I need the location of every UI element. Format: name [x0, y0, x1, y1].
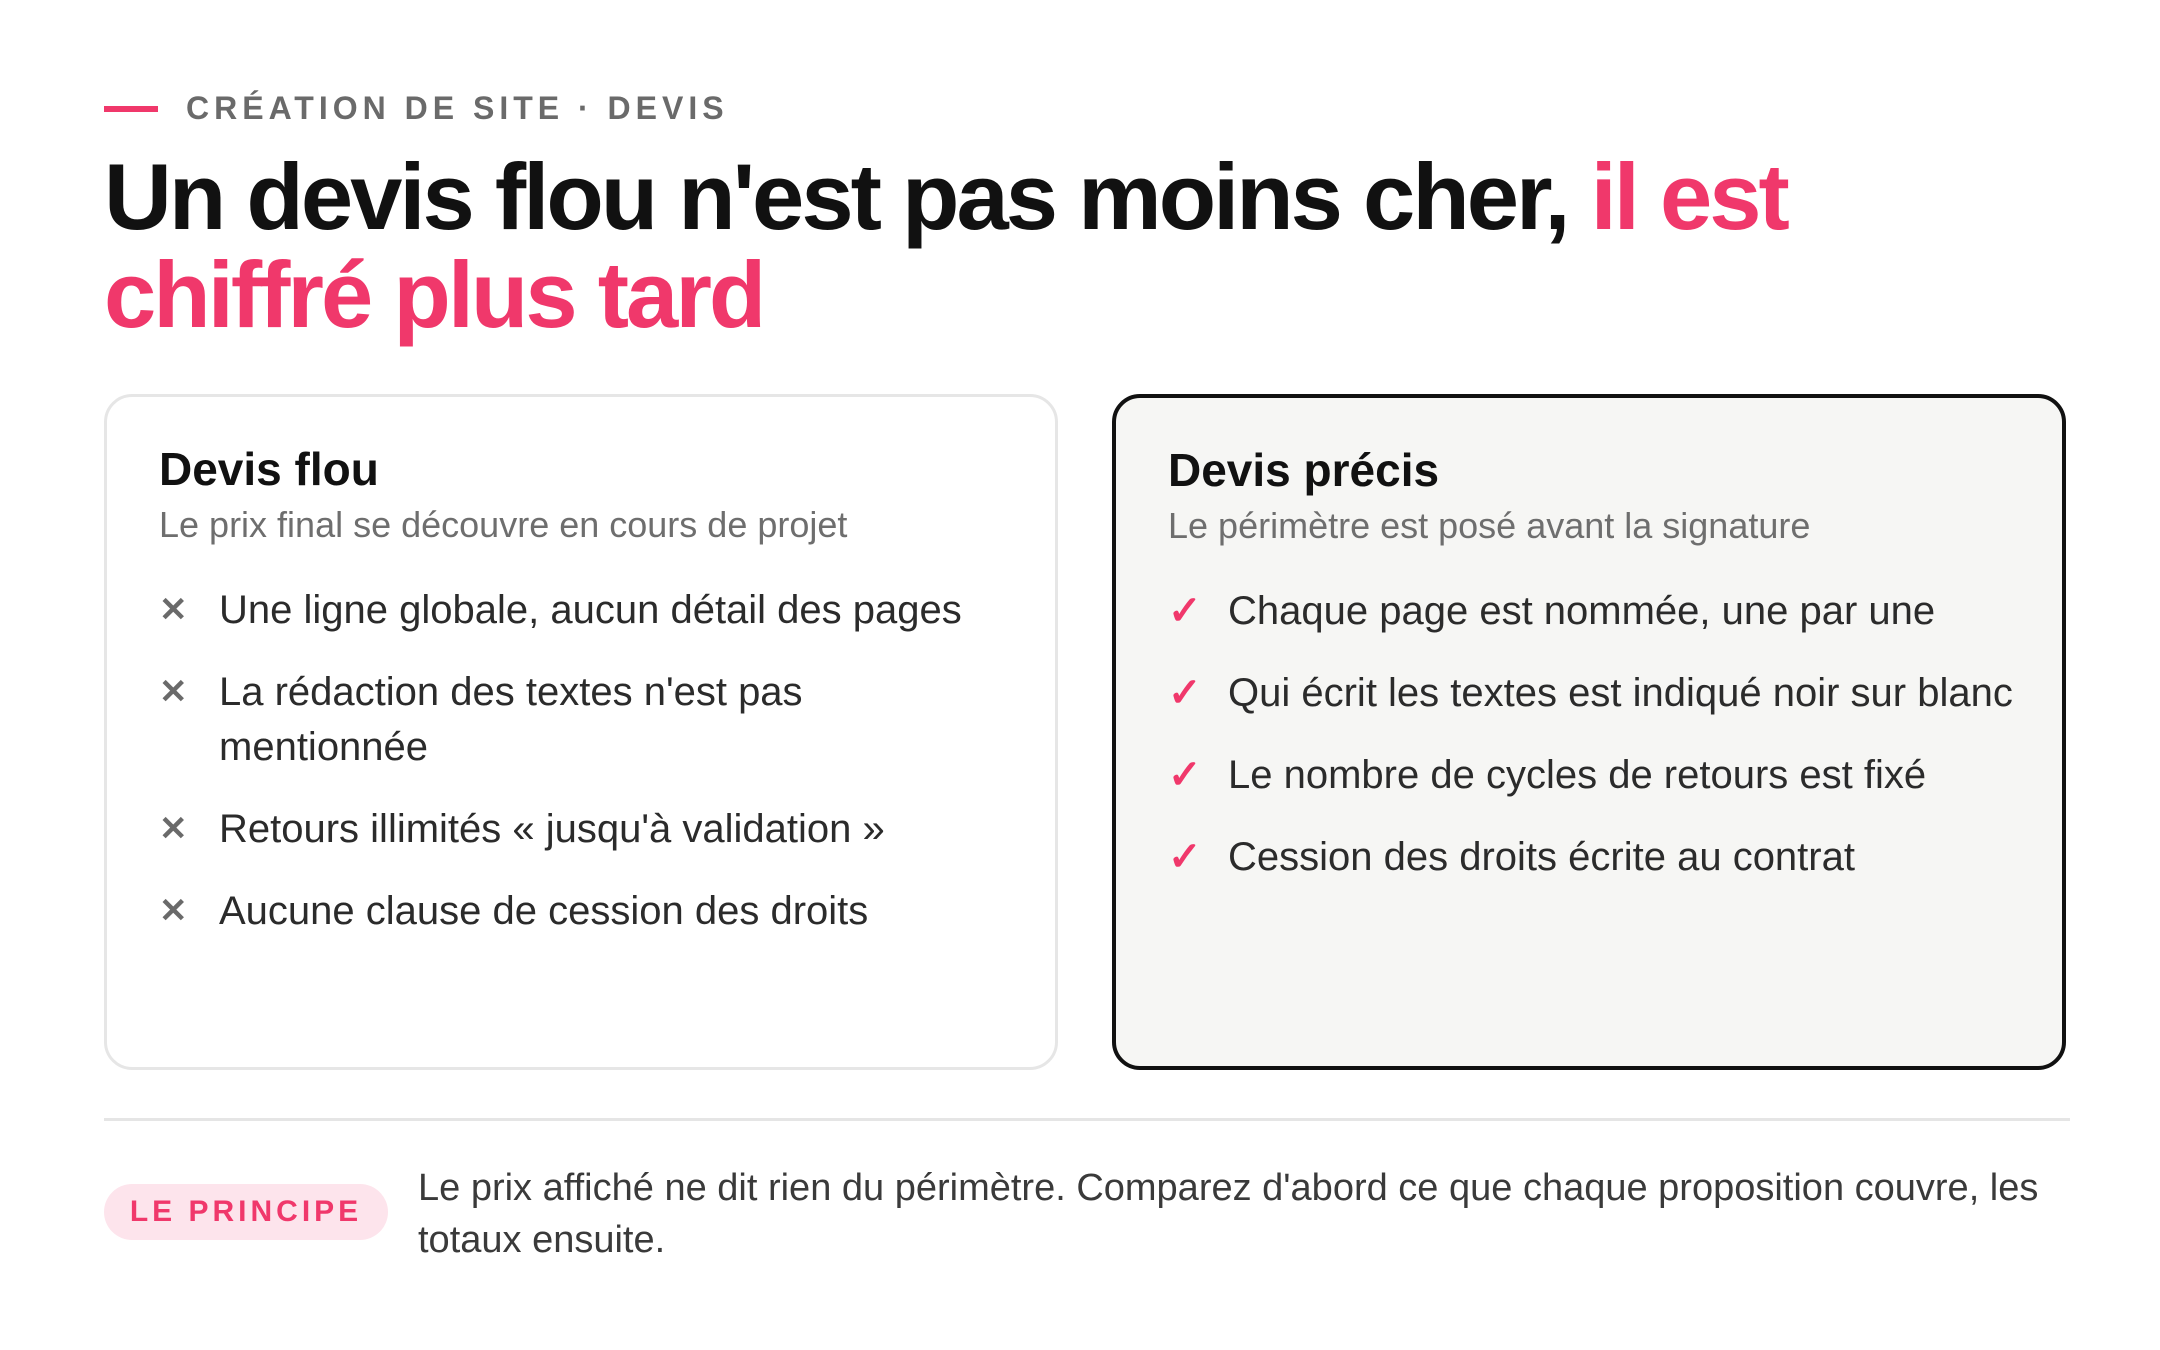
- eyebrow: [104, 90, 729, 127]
- list-item-text: Aucune clause de cession des droits: [219, 889, 869, 933]
- list-item-text: Chaque page est nommée, une par une: [1228, 589, 1936, 633]
- cross-icon: ✕: [159, 810, 188, 848]
- list-item: [159, 583, 1015, 638]
- card-title: Devis flou: [159, 443, 379, 495]
- cons-list: [159, 583, 1015, 939]
- check-icon: ✓: [1168, 589, 1202, 633]
- eyebrow-label: CRÉATION DE SITE · DEVIS: [186, 90, 729, 126]
- cross-icon: ✕: [159, 673, 188, 711]
- list-item-text: Retours illimités « jusqu'à validation »: [219, 807, 885, 851]
- check-icon: ✓: [1168, 753, 1202, 797]
- pros-list: [1168, 584, 2022, 885]
- check-icon: ✓: [1168, 835, 1202, 879]
- list-item: [159, 884, 1015, 939]
- list-item: [1168, 748, 2022, 803]
- list-item-text: Le nombre de cycles de retours est fixé: [1228, 753, 1927, 797]
- card-subtitle: Le prix final se découvre en cours de projet: [159, 504, 848, 545]
- page-title-accent: il est chiffré plus tard: [104, 144, 1787, 347]
- list-item: [1168, 830, 2022, 885]
- list-item: [159, 665, 1015, 775]
- divider: [104, 1118, 2070, 1121]
- card-precise-quote: [1112, 394, 2066, 1070]
- list-item-text: Cession des droits écrite au contrat: [1228, 835, 1855, 879]
- principle-text: Le prix affiché ne dit rien du périmètre. Comparez d'abord ce que chaque proposition couvre, les totaux ensuite.: [418, 1167, 2039, 1261]
- card-title: Devis précis: [1168, 444, 1440, 496]
- check-icon: ✓: [1168, 671, 1202, 715]
- page-title-main: Un devis flou n'est pas moins cher,: [104, 144, 1591, 249]
- card-vague-quote: [104, 394, 1058, 1070]
- eyebrow-accent-line: [104, 106, 158, 112]
- page-title: [104, 144, 2064, 347]
- list-item: [1168, 584, 2022, 639]
- cross-icon: ✕: [159, 591, 188, 629]
- card-subtitle: Le périmètre est posé avant la signature: [1168, 505, 1811, 546]
- cross-icon: ✕: [159, 892, 188, 930]
- list-item-text: La rédaction des textes n'est pas mentionnée: [219, 670, 803, 769]
- list-item-text: Qui écrit les textes est indiqué noir sur blanc: [1228, 671, 2013, 715]
- principle-badge: LE PRINCIPE: [104, 1184, 388, 1240]
- list-item: [159, 802, 1015, 857]
- list-item: [1168, 666, 2022, 721]
- list-item-text: Une ligne globale, aucun détail des pages: [219, 588, 962, 632]
